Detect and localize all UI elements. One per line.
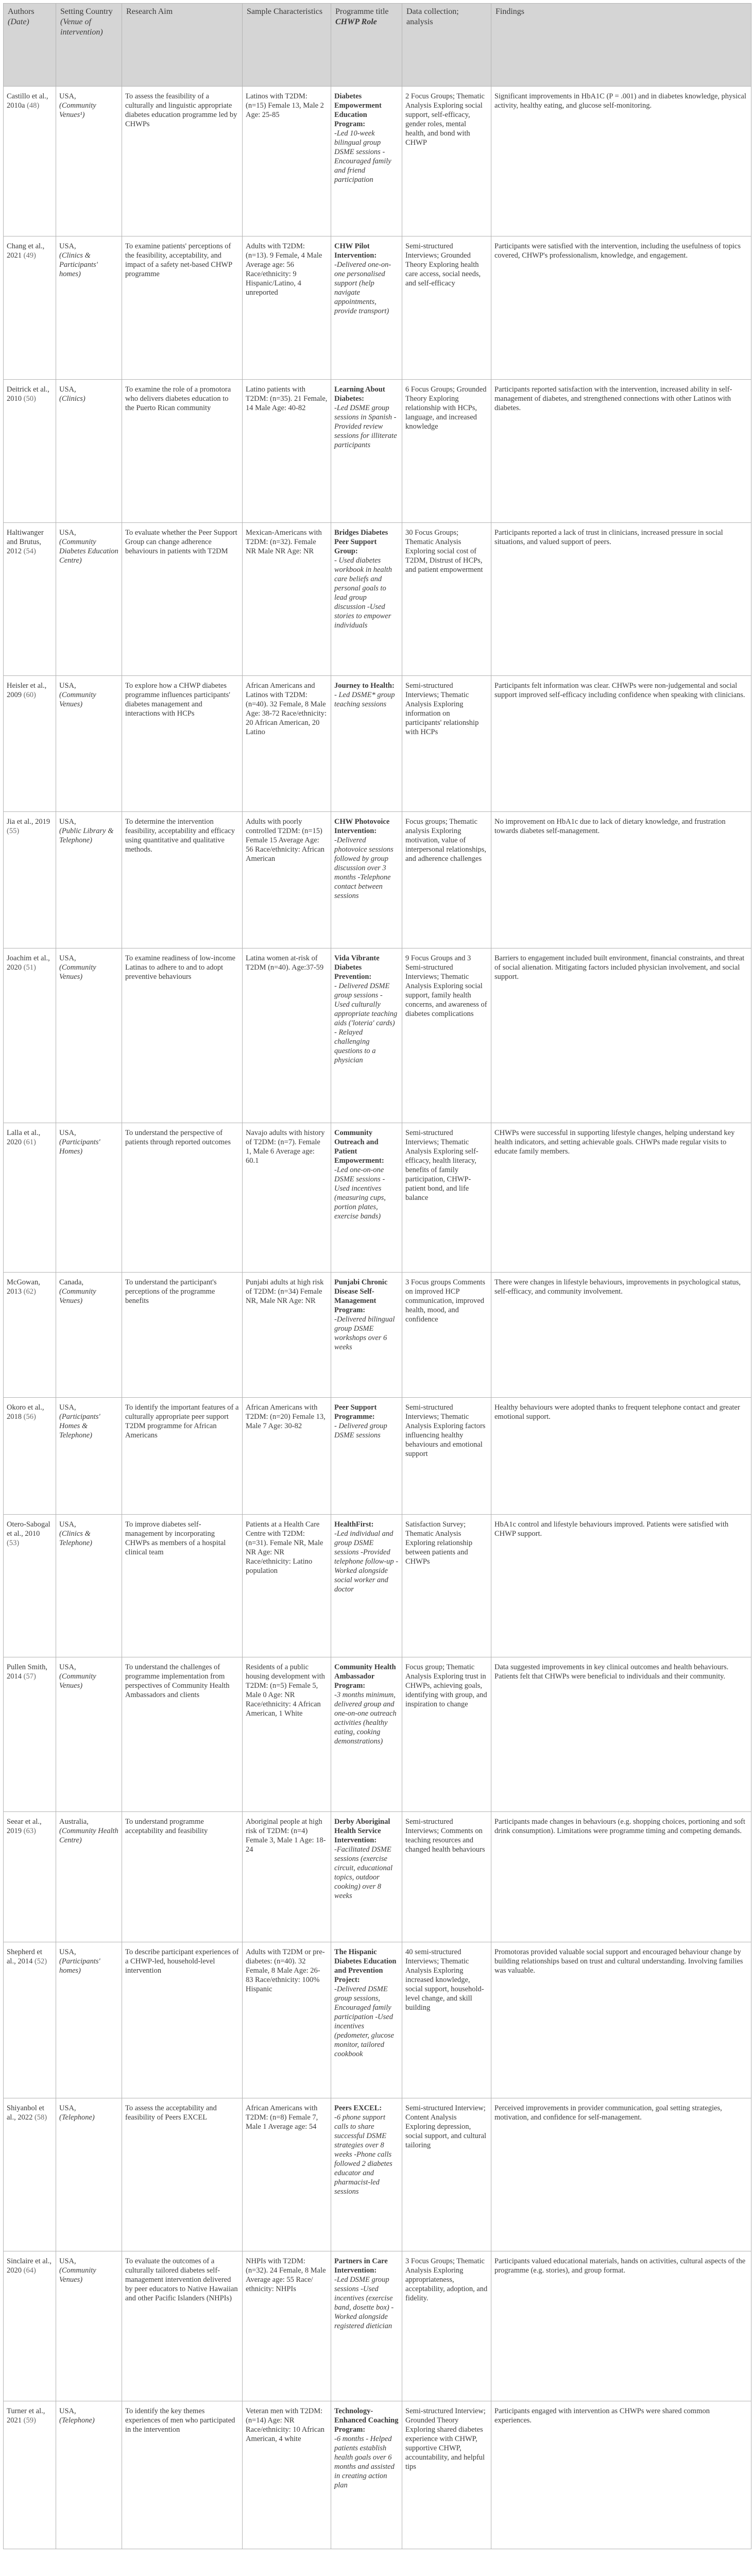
programme-name: Community Outreach and Patient Empowerment:: [334, 1129, 384, 1165]
cell-data: Focus groups; Thematic analysis Exploring motivation, value of interpersonal relationships, and adherence challenges: [402, 812, 491, 948]
header-data-label: Data collection; analysis: [406, 7, 459, 26]
cell-findings: HbA1c control and lifestyle behaviours improved. Patients were satisfied with CHWP support.: [491, 1515, 751, 1657]
cell-programme: [331, 380, 402, 523]
cell-data: Semi-structured Interviews; Thematic Analysis Exploring factors influencing healthy behaviours and emotional support: [402, 1398, 491, 1515]
cell-author: [4, 2251, 56, 2401]
author-text: Lalla et al., 2020: [7, 1129, 41, 1146]
cell-findings: Participants engaged with intervention as CHWPs were shared common experiences.: [491, 2401, 751, 2549]
header-authors: [4, 4, 56, 87]
venue-text: (Community Venues): [59, 963, 96, 981]
cell-setting: [56, 380, 122, 523]
cell-setting: [56, 236, 122, 380]
cell-author: [4, 1812, 56, 1942]
programme-role: -Delivered photovoice sessions followed by group discussion over 3 months -Telephone contact between sessions: [334, 836, 394, 900]
cell-programme: [331, 1123, 402, 1273]
programme-name: CHW Photovoice Intervention:: [334, 818, 390, 835]
reference-link[interactable]: (58): [34, 2113, 47, 2122]
table-row: [4, 1398, 751, 1515]
cell-aim: To explore how a CHWP diabetes programme influences participants' diabetes management and interactions with HCPs: [122, 676, 243, 812]
cell-setting: [56, 87, 122, 236]
cell-sample: African Americans with T2DM: (n=8) Female 7, Male 1 Average age: 54: [243, 2098, 331, 2251]
cell-author: [4, 812, 56, 948]
cell-programme: [331, 676, 402, 812]
cell-aim: To improve diabetes self-management by incorporating CHWPs as members of a hospital clinical team: [122, 1515, 243, 1657]
cell-findings: Significant improvements in HbA1C (P = .001) and in diabetes knowledge, physical activity, healthy eating, and glucose self-monitoring.: [491, 87, 751, 236]
cell-findings: Participants reported a lack of trust in clinicians, increased pressure in social situations, and valued support of peers.: [491, 523, 751, 676]
cell-setting: [56, 523, 122, 676]
cell-setting: [56, 1657, 122, 1812]
venue-text: (Participants' homes): [59, 1957, 100, 1975]
table-row: [4, 676, 751, 812]
cell-aim: To understand the participant's perceptions of the programme benefits: [122, 1273, 243, 1398]
reference-link[interactable]: (51): [23, 963, 36, 972]
cell-data: Focus group; Thematic Analysis Exploring trust in CHWPs, achieving goals, identifying with group, and inspiration to change: [402, 1657, 491, 1812]
cell-sample: Mexican-Americans with T2DM: (n=32). Female NR Male NR Age: NR: [243, 523, 331, 676]
cell-findings: Participants reported satisfaction with the intervention, increased ability in self-management of diabetes, and strengthened connections with other Latinos with diabetes.: [491, 380, 751, 523]
cell-sample: Latinos with T2DM: (n=15) Female 13, Male 2 Age: 25-85: [243, 87, 331, 236]
cell-sample: Patients at a Health Care Centre with T2DM: (n=31). Female NR, Male NR Age: NR Race/ethnicity: Latino population: [243, 1515, 331, 1657]
cell-findings: Barriers to engagement included built environment, financial constraints, and threat of social alienation. Mitigating factors included physician involvement, and social support.: [491, 948, 751, 1123]
cell-setting: [56, 1812, 122, 1942]
cell-author: [4, 523, 56, 676]
programme-role: -Delivered one-on-one personalised support (help navigate appointments, provide transport): [334, 261, 391, 315]
reference-link[interactable]: (61): [23, 1138, 36, 1146]
venue-text: (Community Health Centre): [59, 1827, 118, 1844]
cell-author: [4, 2098, 56, 2251]
reference-link[interactable]: (60): [23, 691, 36, 699]
venue-text: (Clinics & Participants' homes): [59, 251, 98, 278]
cell-programme: [331, 87, 402, 236]
table-row: [4, 812, 751, 948]
programme-name: Journey to Health:: [334, 682, 395, 690]
cell-data: 3 Focus Groups; Thematic Analysis Exploring appropriateness, acceptability, adoption, and fidelity.: [402, 2251, 491, 2401]
author-text: Pullen Smith, 2014: [7, 1663, 47, 1681]
table-row: [4, 1812, 751, 1942]
cell-setting: [56, 948, 122, 1123]
programme-role: -Led one-on-one DSME sessions -Used incentives (measuring cups, portion plates, exercise bands): [334, 1166, 386, 1221]
reference-link[interactable]: (49): [23, 251, 36, 260]
author-text: Seear et al., 2019: [7, 1818, 42, 1835]
cell-data: 6 Focus Groups; Grounded Theory Exploring relationship with HCPs, language, and increased knowledge: [402, 380, 491, 523]
table-row: [4, 2098, 751, 2251]
header-findings: [491, 4, 751, 87]
programme-role: - Led DSME* group teaching sessions: [334, 691, 395, 708]
header-programme-label: Programme title: [335, 7, 389, 16]
cell-setting: [56, 812, 122, 948]
venue-text: (Participants' Homes & Telephone): [59, 1413, 100, 1439]
cell-aim: To evaluate whether the Peer Support Group can change adherence behaviours in patients with T2DM: [122, 523, 243, 676]
header-findings-label: Findings: [495, 7, 525, 16]
venue-text: (Clinics & Telephone): [59, 1530, 92, 1547]
reference-link[interactable]: (57): [23, 1672, 36, 1681]
cell-sample: African Americans with T2DM: (n=20) Female 13, Male 7 Age: 30-82: [243, 1398, 331, 1515]
cell-setting: [56, 2401, 122, 2549]
header-aim-label: Research Aim: [126, 7, 173, 16]
programme-role: - Delivered DSME group sessions - Used culturally appropriate teaching aids ('loteria' cards) - Relayed challenging questions to a physician: [334, 982, 398, 1064]
table-row: [4, 1273, 751, 1398]
cell-programme: [331, 948, 402, 1123]
table-row: [4, 236, 751, 380]
cell-data: 30 Focus Groups; Thematic Analysis Exploring social cost of T2DM, Distrust of HCPs, and patient empowerment: [402, 523, 491, 676]
country-text: USA,: [59, 682, 76, 690]
country-text: USA,: [59, 1663, 76, 1671]
cell-programme: [331, 1812, 402, 1942]
cell-author: [4, 236, 56, 380]
table-row: [4, 87, 751, 236]
country-text: USA,: [59, 92, 76, 100]
cell-programme: [331, 2251, 402, 2401]
cell-aim: To understand the challenges of programme implementation from perspectives of Community Health Ambassadors and clients: [122, 1657, 243, 1812]
studies-table: [3, 3, 751, 2549]
venue-text: (Public Library & Telephone): [59, 827, 114, 844]
reference-link[interactable]: (50): [23, 395, 36, 403]
cell-data: 2 Focus Groups; Thematic Analysis Exploring social support, self-efficacy, gender roles, mental health, and bond with CHWP: [402, 87, 491, 236]
author-text: Deitrick et al., 2010: [7, 385, 49, 403]
programme-name: Punjabi Chronic Disease Self-Management Program:: [334, 1278, 388, 1314]
cell-author: [4, 1123, 56, 1273]
country-text: USA,: [59, 1129, 76, 1137]
header-aim: [122, 4, 243, 87]
cell-findings: Participants valued educational materials, hands on activities, cultural aspects of the programme (e.g. stories), and group format.: [491, 2251, 751, 2401]
country-text: USA,: [59, 1948, 76, 1956]
cell-author: [4, 1273, 56, 1398]
venue-text: (Clinics): [59, 395, 86, 403]
country-text: Australia,: [59, 1818, 89, 1826]
reference-link[interactable]: (48): [27, 101, 40, 110]
cell-programme: [331, 523, 402, 676]
cell-findings: Healthy behaviours were adopted thanks to frequent telephone contact and greater emotional support.: [491, 1398, 751, 1515]
cell-data: 3 Focus groups Comments on improved HCP communication, improved health, mood, and confidence: [402, 1273, 491, 1398]
cell-sample: Punjabi adults at high risk of T2DM: (n=34) Female NR, Male NR Age: NR: [243, 1273, 331, 1398]
header-row: [4, 4, 751, 87]
venue-text: (Participants' Homes): [59, 1138, 100, 1156]
author-text: Castillo et al., 2010a: [7, 92, 48, 110]
cell-programme: [331, 1657, 402, 1812]
cell-setting: [56, 1273, 122, 1398]
cell-aim: To examine patients' perceptions of the feasibility, acceptability, and impact of a safety net-based CHWP programme: [122, 236, 243, 380]
cell-aim: To examine readiness of low-income Latinas to adhere to and to adopt preventive behaviours: [122, 948, 243, 1123]
programme-name: Derby Aboriginal Health Service Intervention:: [334, 1818, 390, 1844]
cell-findings: CHWPs were successful in supporting lifestyle changes, helping understand key health indicators, and setting achievable goals. CHWPs made regular visits to educate family members.: [491, 1123, 751, 1273]
cell-setting: [56, 1398, 122, 1515]
cell-author: [4, 2401, 56, 2549]
table-header: [4, 4, 751, 87]
venue-text: (Community Venues): [59, 1287, 96, 1305]
cell-sample: Adults with poorly controlled T2DM: (n=15) Female 15 Average Age: 56 Race/ethnicity: African American: [243, 812, 331, 948]
cell-author: [4, 380, 56, 523]
cell-aim: To evaluate the outcomes of a culturally tailored diabetes self-management intervention delivered by peer educators to Native Hawaiian and other Pacific Islanders (NHPIs): [122, 2251, 243, 2401]
reference-link[interactable]: (54): [23, 547, 36, 555]
country-text: USA,: [59, 2407, 76, 2415]
header-programme-sub: CHWP Role: [335, 18, 377, 26]
header-setting: [56, 4, 122, 87]
venue-text: (Community Venues): [59, 2266, 96, 2284]
programme-role: -Led DSME group sessions -Used incentives (exercise band, dosette box) -Worked alongside registered dietician: [334, 2276, 394, 2330]
cell-sample: Veteran men with T2DM: (n=14) Age: NR Race/ethnicity: 10 African American, 4 white: [243, 2401, 331, 2549]
programme-name: Peer Support Programme:: [334, 1403, 377, 1421]
table-row: [4, 2251, 751, 2401]
cell-data: 40 semi-structured Interviews; Thematic Analysis Exploring increased knowledge, social support, household-level change, and skill building: [402, 1942, 491, 2098]
cell-programme: [331, 812, 402, 948]
author-text: Heisler et al., 2009: [7, 682, 47, 699]
cell-sample: Aboriginal people at high risk of T2DM: (n=4) Female 3, Male 1 Age: 18-24: [243, 1812, 331, 1942]
cell-aim: To determine the intervention feasibility, acceptability and efficacy using quantitative and qualitative methods.: [122, 812, 243, 948]
programme-role: -Delivered bilingual group DSME workshops over 6 weeks: [334, 1315, 395, 1351]
cell-sample: African Americans and Latinos with T2DM: (n=40). 32 Female, 8 Male Age: 38-72 Race/ethnicity: 20 African American, 20 Latino: [243, 676, 331, 812]
programme-name: Learning About Diabetes:: [334, 385, 385, 403]
country-text: USA,: [59, 385, 76, 394]
cell-aim: To identify the important features of a culturally appropriate peer support T2DM programme for African Americans: [122, 1398, 243, 1515]
cell-author: [4, 948, 56, 1123]
reference-link[interactable]: (56): [23, 1413, 36, 1421]
cell-author: [4, 1942, 56, 2098]
cell-programme: [331, 1942, 402, 2098]
cell-findings: Participants were satisfied with the intervention, including the usefulness of topics covered, CHWP's professionalism, knowledge, and engagement.: [491, 236, 751, 380]
table-row: [4, 1515, 751, 1657]
table-row: [4, 1657, 751, 1812]
programme-role: - Used diabetes workbook in health care beliefs and personal goals to lead group discussion -Used stories to empower individuals: [334, 556, 392, 630]
programme-role: -Led individual and group DSME sessions -Provided telephone follow-up -Worked alongside social worker and doctor: [334, 1530, 399, 1594]
cell-sample: Latino patients with T2DM: (n=35). 21 Female, 14 Male Age: 40-82: [243, 380, 331, 523]
reference-link[interactable]: (52): [34, 1957, 47, 1965]
author-text: Otero-Sabogal et al., 2010: [7, 1520, 50, 1538]
country-text: USA,: [59, 1520, 76, 1529]
cell-data: Semi-structured Interview; Grounded Theory Exploring shared diabetes experience with CHWP, supportive CHWP, accountability, and helpful tips: [402, 2401, 491, 2549]
programme-role: -Led DSME group sessions in Spanish -Provided review sessions for illiterate participants: [334, 404, 397, 449]
cell-setting: [56, 2251, 122, 2401]
header-authors-sub: (Date): [8, 18, 29, 26]
header-sample: [243, 4, 331, 87]
author-text: Joachim et al., 2020: [7, 954, 50, 972]
venue-text: (Community Diabetes Education Centre): [59, 538, 118, 565]
author-text: Shepherd et al., 2014: [7, 1948, 42, 1965]
table-row: [4, 523, 751, 676]
cell-data: Semi-structured Interviews; Thematic Analysis Exploring information on participants' relationship with HCPs: [402, 676, 491, 812]
programme-name: Community Health Ambassador Program:: [334, 1663, 396, 1690]
country-text: Canada,: [59, 1278, 84, 1286]
header-setting-label: Setting Country: [60, 7, 113, 16]
table-body: [4, 87, 751, 2549]
cell-aim: To identify the key themes experiences of men who participated in the intervention: [122, 2401, 243, 2549]
cell-findings: Data suggested improvements in key clinical outcomes and health behaviours. Patients felt that CHWPs were beneficial to individuals and their community.: [491, 1657, 751, 1812]
cell-data: Semi-structured Interviews; Grounded Theory Exploring health care access, social needs, and self-efficacy: [402, 236, 491, 380]
author-text: Shiyanbol et al., 2022: [7, 2104, 44, 2122]
programme-name: Vida Vibrante Diabetes Prevention:: [334, 954, 380, 981]
cell-setting: [56, 676, 122, 812]
reference-link[interactable]: (64): [23, 2266, 36, 2275]
reference-link[interactable]: (55): [7, 827, 20, 835]
programme-name: The Hispanic Diabetes Education and Prevention Project:: [334, 1948, 397, 1984]
cell-setting: [56, 1123, 122, 1273]
table-row: [4, 380, 751, 523]
cell-data: Semi-structured Interviews; Thematic Analysis Exploring self-efficacy, health literacy, benefits of family participation, CHWP-patient bond, and life balance: [402, 1123, 491, 1273]
programme-name: Peers EXCEL:: [334, 2104, 382, 2112]
cell-programme: [331, 1515, 402, 1657]
cell-findings: Participants made changes in behaviours (e.g. shopping choices, portioning and soft drink consumption). Limitations were programme timing and competing demands.: [491, 1812, 751, 1942]
venue-text: (Community Venues): [59, 1672, 96, 1690]
cell-aim: To understand programme acceptability and feasibility: [122, 1812, 243, 1942]
cell-findings: Promotoras provided valuable social support and encouraged behaviour change by building relationships based on trust and cultural understanding. Involving families was valuable.: [491, 1942, 751, 2098]
header-authors-label: Authors: [8, 7, 35, 16]
cell-author: [4, 1657, 56, 1812]
venue-text: (Telephone): [59, 2113, 95, 2122]
cell-aim: To understand the perspective of patients through reported outcomes: [122, 1123, 243, 1273]
country-text: USA,: [59, 954, 76, 962]
programme-name: Technology-Enhanced Coaching Program:: [334, 2407, 399, 2434]
cell-aim: To examine the role of a promotora who delivers diabetes education to the Puerto Rican community: [122, 380, 243, 523]
programme-name: CHW Pilot Intervention:: [334, 242, 377, 260]
programme-role: -3 months minimum, delivered group and one-on-one outreach activities (healthy eating, cooking demonstrations): [334, 1691, 397, 1745]
reference-link[interactable]: (59): [23, 2416, 36, 2425]
country-text: USA,: [59, 818, 76, 826]
cell-programme: [331, 2098, 402, 2251]
programme-role: -6 phone support calls to share successful DSME strategies over 8 weeks -Phone calls followed 2 diabetes educator and pharmacist-led sessions: [334, 2113, 392, 2196]
programme-role: -Delivered DSME group sessions, Encouraged family participation -Used incentives (pedometer, glucose monitor, tailored cookbook: [334, 1985, 394, 2058]
author-text: Chang et al., 2021: [7, 242, 45, 260]
programme-role: -Led 10-week bilingual group DSME sessions -Encouraged family and friend participation: [334, 129, 391, 184]
cell-sample: NHPIs with T2DM: (n=32). 24 Female, 8 Male Average age: 55 Race/ ethnicity: NHPIs: [243, 2251, 331, 2401]
author-text: McGowan, 2013: [7, 1278, 40, 1296]
cell-data: Satisfaction Survey; Thematic Analysis Exploring relationship between patients and CHWPs: [402, 1515, 491, 1657]
programme-role: -Facilitated DSME sessions (exercise circuit, educational topics, outdoor cooking) over 8 weeks: [334, 1845, 393, 1900]
table-row: [4, 1123, 751, 1273]
venue-text: (Community Venues): [59, 691, 96, 708]
author-text: Turner et al., 2021: [7, 2407, 45, 2425]
author-text: Sinclaire et al., 2020: [7, 2257, 52, 2275]
cell-data: Semi-structured Interview; Content Analysis Exploring depression, social support, and cultural tailoring: [402, 2098, 491, 2251]
country-text: USA,: [59, 1403, 76, 1412]
country-text: USA,: [59, 2257, 76, 2265]
header-setting-sub: (Venue of intervention): [60, 18, 103, 37]
cell-author: [4, 1515, 56, 1657]
author-text: Haltiwanger and Brutus, 2012: [7, 529, 44, 555]
cell-sample: Adults with T2DM or pre-diabetes: (n=40). 32 Female, 8 Male Age: 26-83 Race/ethnicity: 100% Hispanic: [243, 1942, 331, 2098]
reference-link[interactable]: (53): [7, 1539, 20, 1547]
table-row: [4, 1942, 751, 2098]
cell-setting: [56, 1942, 122, 2098]
cell-author: [4, 676, 56, 812]
cell-sample: Latina women at-risk of T2DM (n=40). Age:37-59: [243, 948, 331, 1123]
header-sample-label: Sample Characteristics: [247, 7, 323, 16]
programme-name: Bridges Diabetes Peer Support Group:: [334, 529, 388, 555]
table-row: [4, 2401, 751, 2549]
country-text: USA,: [59, 2104, 76, 2112]
cell-findings: There were changes in lifestyle behaviours, improvements in psychological status, self-efficacy, and community involvement.: [491, 1273, 751, 1398]
cell-programme: [331, 1398, 402, 1515]
cell-findings: Perceived improvements in provider communication, goal setting strategies, motivation, and confidence for self-management.: [491, 2098, 751, 2251]
cell-findings: No improvement on HbA1c due to lack of dietary knowledge, and frustration towards diabetes self-management.: [491, 812, 751, 948]
programme-name: Diabetes Empowerment Education Program:: [334, 92, 382, 128]
reference-link[interactable]: (63): [23, 1827, 36, 1835]
header-data: [402, 4, 491, 87]
cell-data: 9 Focus Groups and 3 Semi-structured Interviews; Thematic Analysis Exploring social support, family health concerns, and awareness of diabetes complications: [402, 948, 491, 1123]
cell-author: [4, 87, 56, 236]
cell-data: Semi-structured Interviews; Comments on teaching resources and changed health behaviours: [402, 1812, 491, 1942]
cell-aim: To describe participant experiences of a CHWP-led, household-level intervention: [122, 1942, 243, 2098]
programme-role: -6 months - Helped patients establish health goals over 6 months and assisted in creating action plan: [334, 2435, 395, 2489]
cell-setting: [56, 2098, 122, 2251]
cell-programme: [331, 236, 402, 380]
cell-author: [4, 1398, 56, 1515]
cell-sample: Adults with T2DM: (n=13). 9 Female, 4 Male Average age: 56 Race/ethnicity: 9 Hispanic/Latino, 4 unreported: [243, 236, 331, 380]
cell-programme: [331, 1273, 402, 1398]
programme-name: Partners in Care Intervention:: [334, 2257, 388, 2275]
cell-sample: Residents of a public housing development with T2DM: (n=5) Female 5, Male 0 Age: NR Race/ethnicity: 4 African American, 1 White: [243, 1657, 331, 1812]
programme-role: - Delivered group DSME sessions: [334, 1422, 387, 1439]
author-text: Jia et al., 2019: [7, 818, 50, 826]
cell-sample: Navajo adults with history of T2DM: (n=7). Female 1, Male 6 Average age: 60.1: [243, 1123, 331, 1273]
venue-text: (Telephone): [59, 2416, 95, 2425]
table-row: [4, 948, 751, 1123]
programme-name: HealthFirst:: [334, 1520, 374, 1529]
reference-link[interactable]: (62): [23, 1287, 36, 1296]
cell-aim: To assess the acceptability and feasibility of Peers EXCEL: [122, 2098, 243, 2251]
cell-findings: Participants felt information was clear. CHWPs were non-judgemental and social support improved self-efficacy including confidence when speaking with clinicians.: [491, 676, 751, 812]
author-text: Okoro et al., 2018: [7, 1403, 44, 1421]
venue-text: (Community Venues¹): [59, 101, 96, 119]
cell-setting: [56, 1515, 122, 1657]
country-text: USA,: [59, 242, 76, 250]
country-text: USA,: [59, 529, 76, 537]
cell-aim: To assess the feasibility of a culturally and linguistic appropriate diabetes education programme led by CHWPs: [122, 87, 243, 236]
header-programme: [331, 4, 402, 87]
cell-programme: [331, 2401, 402, 2549]
